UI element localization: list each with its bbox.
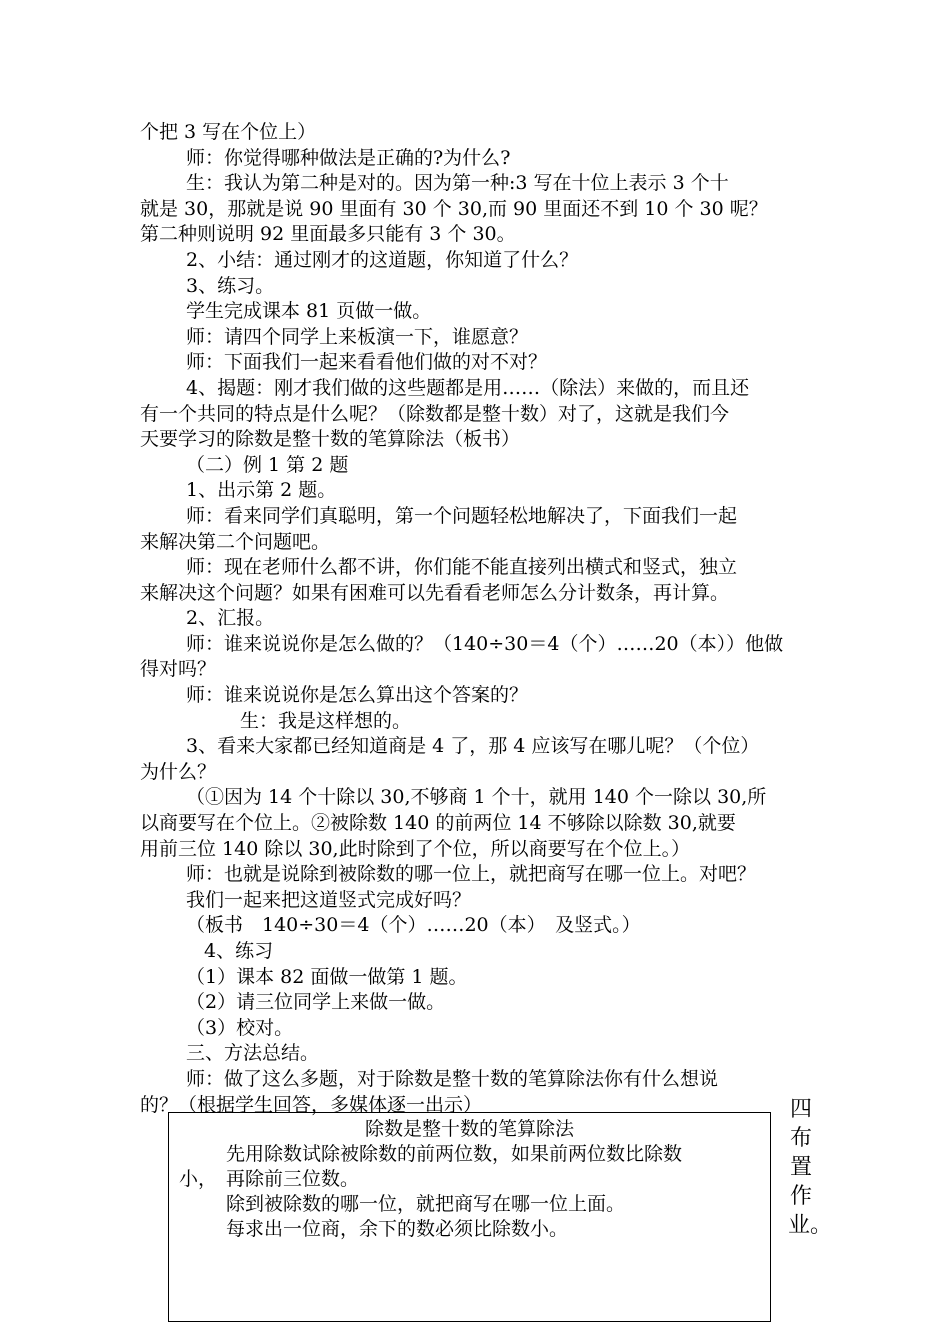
paragraph-line: 来解决这个问题？如果有困难可以先看看老师怎么分计数条，再计算。 xyxy=(140,581,730,604)
paragraph-line: （①因为 14 个十除以 30,不够商 1 个十，就用 140 个一除以 30,所 xyxy=(186,786,767,809)
side-note-char: 四 xyxy=(789,1097,812,1122)
paragraph-line: 第二种则说明 92 里面最多只能有 3 个 30。 xyxy=(140,223,516,246)
side-note-char: 作 xyxy=(789,1184,812,1209)
side-note-char: 布 xyxy=(789,1126,812,1151)
paragraph-line: 3、看来大家都已经知道商是 4 了，那 4 应该写在哪儿呢？（个位） xyxy=(186,735,760,758)
method-summary-box xyxy=(168,1112,771,1322)
summary-rule-1-prefix: 小， xyxy=(179,1168,218,1190)
paragraph-line: 2、小结：通过刚才的这道题，你知道了什么？ xyxy=(186,248,579,271)
paragraph-line: 得对吗？ xyxy=(140,658,217,681)
paragraph-line: 4、揭题：刚才我们做的这些题都是用……（除法）来做的，而且还 xyxy=(186,376,750,399)
paragraph-line: （二）例 1 第 2 题 xyxy=(186,453,349,476)
paragraph-line: 师：请四个同学上来板演一下，谁愿意？ xyxy=(186,325,529,348)
paragraph-line: 师：也就是说除到被除数的哪一位上，就把商写在哪一位上。对吧？ xyxy=(186,863,757,886)
paragraph-line: 有一个共同的特点是什么呢？（除数都是整十数）对了，这就是我们今 xyxy=(140,402,730,425)
paragraph-line: 以商要写在个位上。②被除数 140 的前两位 14 不够除以除数 30,就要 xyxy=(140,812,736,835)
side-note-char: 业。 xyxy=(788,1213,833,1238)
paragraph-line: 天要学习的除数是整十数的笔算除法（板书） xyxy=(140,428,521,451)
paragraph-line: 就是 30，那就是说 90 里面有 30 个 30,而 90 里面还不到 10 个 30 呢？ xyxy=(140,197,768,220)
lesson-plan-body xyxy=(140,120,840,1118)
summary-title: 除数是整十数的笔算除法 xyxy=(364,1118,574,1140)
paragraph-line: 学生完成课本 81 页做一做。 xyxy=(186,300,432,323)
summary-rule-2: 除到被除数的哪一位，就把商写在哪一位上面。 xyxy=(226,1193,626,1215)
paragraph-line: （板书 140÷30＝4（个）……20（本） 及竖式。） xyxy=(186,914,641,937)
paragraph-line: 师：谁来说说你是怎么算出这个答案的？ xyxy=(186,684,529,707)
paragraph-line: 3、练习。 xyxy=(186,274,275,297)
summary-rule-1: 先用除数试除被除数的前两位数，如果前两位数比除数 xyxy=(226,1143,683,1165)
paragraph-line: 4、练习 xyxy=(204,940,274,962)
paragraph-line: 生：我是这样想的。 xyxy=(240,709,412,732)
paragraph-line: 师：下面我们一起来看看他们做的对不对？ xyxy=(186,351,548,374)
paragraph-line: （3）校对。 xyxy=(186,1016,294,1039)
paragraph-line: 师：看来同学们真聪明，第一个问题轻松地解决了，下面我们一起 xyxy=(186,504,738,527)
paragraph-line: 我们一起来把这道竖式完成好吗？ xyxy=(186,888,472,911)
paragraph-line: 三、方法总结。 xyxy=(186,1042,320,1065)
paragraph-line: 用前三位 140 除以 30,此时除到了个位，所以商要写在个位上。） xyxy=(140,837,691,860)
paragraph-line: 1、出示第 2 题。 xyxy=(186,479,337,502)
summary-rule-1-continued: 再除前三位数。 xyxy=(226,1168,360,1190)
paragraph-line: 个把 3 写在个位上） xyxy=(140,121,317,143)
paragraph-line: 师：现在老师什么都不讲，你们能不能直接列出横式和竖式，独立 xyxy=(186,556,738,579)
side-note-char: 置 xyxy=(789,1155,812,1180)
paragraph-line: 师：做了这么多题，对于除数是整十数的笔算除法你有什么想说 xyxy=(186,1067,719,1090)
paragraph-line: （2）请三位同学上来做一做。 xyxy=(186,991,446,1014)
paragraph-line: 生：我认为第二种是对的。因为第一种:3 写在十位上表示 3 个十 xyxy=(186,172,729,195)
section-heading-assign-homework xyxy=(788,1095,833,1240)
paragraph-line: 的？（根据学生回答，多媒体逐一出示） xyxy=(140,1093,483,1116)
paragraph-line: 来解决第二个问题吧。 xyxy=(140,530,331,553)
paragraph-line: 2、汇报。 xyxy=(186,607,275,630)
paragraph-line: 师：谁来说说你是怎么做的？（140÷30＝4（个）……20（本））他做 xyxy=(186,632,784,655)
paragraph-line: （1）课本 82 面做一做第 1 题。 xyxy=(186,965,468,988)
paragraph-line: 为什么？ xyxy=(140,760,217,783)
paragraph-line: 师：你觉得哪种做法是正确的?为什么? xyxy=(186,146,511,169)
summary-rule-3: 每求出一位商，余下的数必须比除数小。 xyxy=(226,1218,569,1240)
